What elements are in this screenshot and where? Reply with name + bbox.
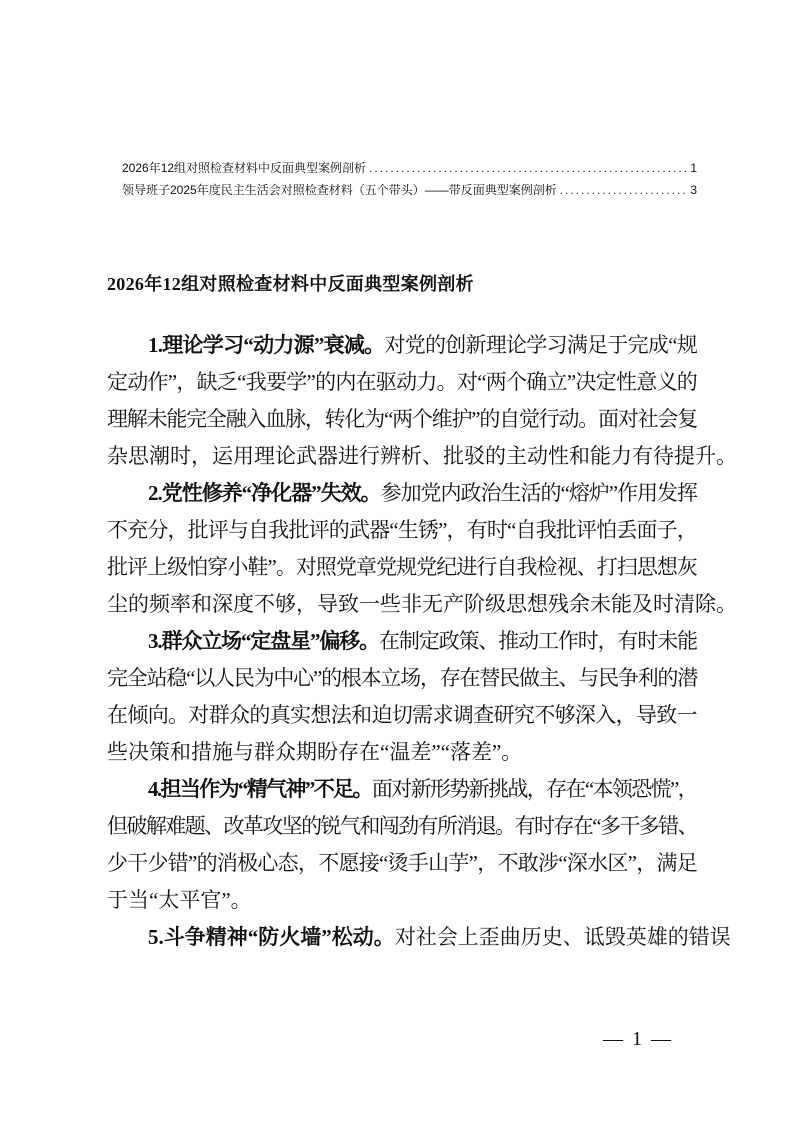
paragraph-text: 理解未能完全融入血脉，转化为“两个维护”的自觉行动。面对社会复 — [107, 407, 697, 431]
paragraph-line — [107, 697, 697, 734]
paragraph-text: 尘的频率和深度不够，导致一些非无产阶级思想残余未能及时清除。 — [107, 592, 737, 616]
paragraph-text: 面对新形势新挑战，存在“本领恐慌”， — [371, 777, 698, 801]
paragraph-line — [107, 549, 697, 586]
paragraph-line — [107, 623, 697, 660]
paragraph-item-2 — [107, 475, 737, 623]
toc-entry[interactable] — [122, 179, 697, 201]
paragraph-line — [107, 808, 697, 845]
paragraph-text: 不充分，批评与自我批评的武器“生锈”，有时“自我批评怕丢面子， — [107, 518, 697, 542]
toc-leader-dots — [369, 157, 687, 179]
paragraph-line — [107, 512, 697, 549]
paragraph-text: 在制定政策、推动工作时，有时未能 — [379, 629, 697, 653]
paragraph-text: 杂思潮时，运用理论武器进行辨析、批驳的主动性和能力有待提升。 — [107, 444, 737, 468]
paragraph-line — [107, 771, 697, 808]
paragraph-item-1 — [107, 327, 737, 475]
paragraph-text: 于当“太平官”。 — [107, 888, 252, 912]
paragraph-lead: 2.党性修养“净化器”失效。 — [148, 481, 381, 505]
paragraph-text: 少干少错”的消极心态，不愿接“烫手山芋”，不敢涉“深水区”，满足 — [107, 851, 697, 875]
paragraph-line — [107, 327, 697, 364]
table-of-contents — [122, 157, 697, 201]
toc-entry-page: 1 — [690, 161, 697, 175]
paragraph-line — [107, 660, 697, 697]
paragraph-item-4 — [107, 771, 697, 919]
paragraph-line — [107, 438, 737, 475]
toc-entry-title: 领导班子2025年度民主生活会对照检查材料（五个带头）——带反面典型案例剖析 — [122, 183, 557, 197]
paragraph-text: 在倾向。对群众的真实想法和迫切需求调查研究不够深入，导致一 — [107, 703, 697, 727]
paragraph-lead: 1.理论学习“动力源”衰减。 — [148, 333, 385, 357]
paragraph-line — [107, 586, 737, 623]
paragraph-text: 但破解难题、改革攻坚的锐气和闯劲有所消退。有时存在“多干多错、 — [107, 814, 697, 838]
paragraph-line — [107, 845, 697, 882]
paragraph-text: 些决策和措施与群众期盼存在“温差”“落差”。 — [107, 740, 523, 764]
paragraph-line — [107, 882, 697, 919]
paragraph-line — [107, 364, 697, 401]
toc-entry[interactable] — [122, 157, 697, 179]
paragraph-text: 批评上级怕穿小鞋”。对照党章党规党纪进行自我检视、打扫思想灰 — [107, 555, 697, 579]
document-body — [107, 327, 737, 956]
paragraph-text: 定动作”，缺乏“我要学”的内在驱动力。对“两个确立”决定性意义的 — [107, 370, 697, 394]
paragraph-line — [107, 734, 697, 771]
paragraph-text: 完全站稳“以人民为中心”的根本立场，存在替民做主、与民争利的潜 — [107, 666, 697, 690]
paragraph-item-5 — [107, 919, 731, 956]
paragraph-text: 参加党内政治生活的“熔炉”作用发挥 — [380, 481, 698, 505]
paragraph-lead: 5.斗争精神“防火墙”松动。 — [148, 925, 395, 949]
paragraph-text: 对社会上歪曲历史、诋毁英雄的错误 — [394, 925, 731, 949]
toc-entry-page: 3 — [690, 183, 697, 197]
toc-leader-dots — [560, 179, 688, 201]
paragraph-line — [107, 401, 697, 438]
paragraph-line — [107, 919, 731, 956]
paragraph-lead: 3.群众立场“定盘星”偏移。 — [148, 629, 379, 653]
toc-entry-title: 2026年12组对照检查材料中反面典型案例剖析 — [122, 161, 367, 175]
paragraph-line — [107, 475, 697, 512]
section-heading: 2026年12组对照检查材料中反面典型案例剖析 — [107, 274, 474, 294]
paragraph-text: 对党的创新理论学习满足于完成“规 — [384, 333, 697, 357]
paragraph-lead: 4.担当作为“精气神”不足。 — [148, 777, 372, 801]
paragraph-item-3 — [107, 623, 697, 771]
page-number: — 1 — — [603, 1028, 673, 1050]
